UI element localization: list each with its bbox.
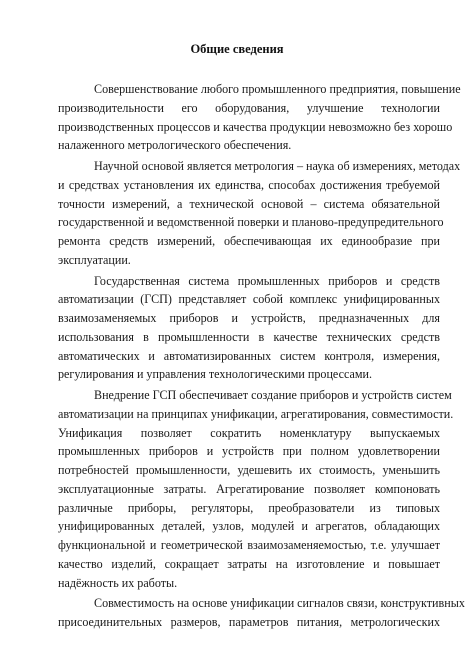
text-line: государственной и ведомственной поверки и планово-предупредительного [58, 215, 444, 230]
paragraph [58, 386, 454, 592]
text-line: потребностей промышленности, удешевить их стоимость, уменьшить [58, 463, 440, 477]
text-line: Унификация позволяет сократить номенклатуру выпускаемых [58, 425, 440, 440]
text-line: эксплуатационные затраты. Агрегатирование позволяет компоновать [58, 481, 440, 496]
text-line: Совершенствование любого промышленного предприятия, повышение [94, 82, 461, 96]
text-line: налаженного метрологического обеспечения. [58, 138, 292, 153]
text-line: надёжность их работы. [58, 575, 178, 590]
text-line: различные приборы, регуляторы, преобразователи из типовых [58, 500, 440, 515]
text-line: присоединительных размеров, параметров питания, метрологических [58, 615, 440, 629]
text-line: унифицированных деталей, узлов, модулей и агрегатов, обладающих [58, 519, 440, 534]
page-title: Общие сведения [190, 42, 284, 56]
text-line: производственных процессов и качества продукции невозможно без хорошо [58, 119, 453, 134]
text-line: производительности его оборудования, улучшение технологии [58, 100, 440, 115]
text-line: качество изделий, сокращает затраты на изготовление и повышает [58, 556, 440, 571]
text-line: и средствах установления их единства, способах достижения требуемой [58, 177, 440, 192]
text-line: Внедрение ГСП обеспечивает создание приборов и устройств систем [94, 388, 452, 402]
text-line: ремонта средств измерений, обеспечивающая их единообразие при [58, 234, 440, 248]
paragraph [58, 157, 461, 270]
text-line: автоматизации на принципах унификации, агрегатирования, совместимости. [58, 406, 454, 421]
text-line: Научной основой является метрология – наука об измерениях, методах [94, 159, 461, 173]
paragraph [58, 80, 461, 155]
text-line: промышленных приборов и устройств при полном удовлетворении [58, 444, 440, 459]
text-line: регулирования и управления технологическими процессами. [58, 367, 372, 382]
text-line: эксплуатации. [58, 252, 131, 267]
document-body [58, 80, 465, 634]
text-line: Совместимость на основе унификации сигналов связи, конструктивных [94, 596, 465, 611]
paragraph [58, 594, 465, 632]
text-line: Государственная система промышленных приборов и средств [94, 273, 440, 288]
text-line: автоматических и автоматизированных систем контроля, измерения, [58, 348, 440, 363]
text-line: использования в промышленности в качестве технических средств [58, 329, 440, 344]
text-line: автоматизации (ГСП) представляет собой комплекс унифицированных [58, 292, 440, 307]
paragraph [58, 272, 440, 385]
text-line: точности измерений, а технической основой – система обязательной [58, 196, 440, 211]
text-line: взаимозаменяемых приборов и устройств, предназначенных для [58, 311, 440, 325]
text-line: функциональной и геометрической взаимозаменяемостью, т.е. улучшает [58, 538, 440, 552]
